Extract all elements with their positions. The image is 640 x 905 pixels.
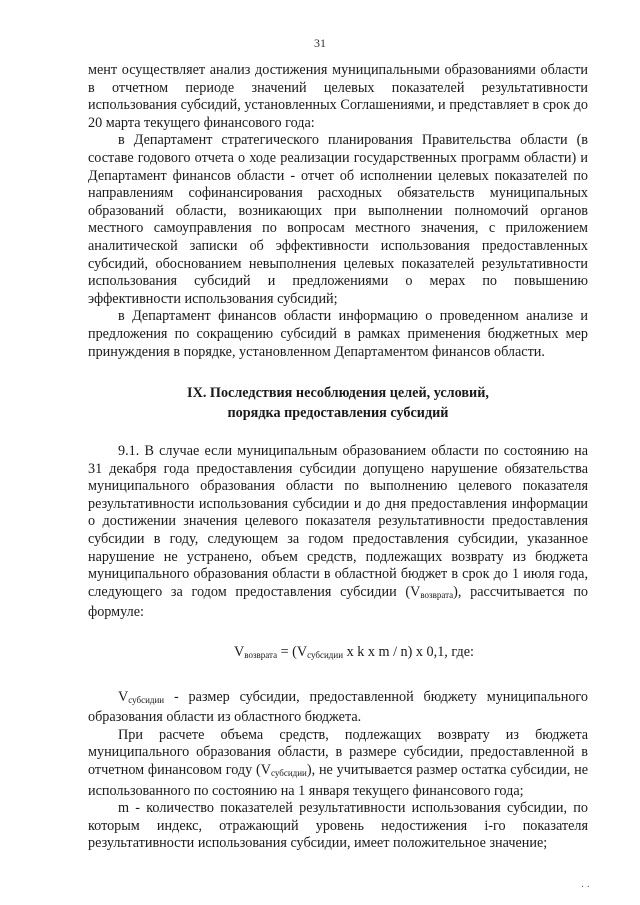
definition-calculation-text: При расчете объема средств, подлежащих возврату из бюджета муниципального образования области, в размере субсидии, предоставленной в отчетном финансовом году (V [88,726,588,778]
paragraph-monitoring: мент осуществляет анализ достижения муниципальными образованиями области в отчетном периоде значений целевых показателей результативности использования субсидий, установленных Соглашениями, и представляет в срок до 20 марта текущего финансового года: [88,62,588,131]
clause-9-1 [88,443,588,622]
clause-9-1-text: 9.1. В случае если муниципальным образованием области по состоянию на 31 декабря года предоставления субсидии допущено нарушение обязательства муниципального образования области по выполнению целевого показателя результативности использования субсидии и до дня предоставления информации о достижении значения целевого показателя результативности предоставления субсидии в году, следующем за годом предоставления субсидии, указанное нарушение не устранено, объем средств, подлежащих возврату из бюджета муниципального образования области в областной бюджет в срок до 1 июля года, следующего за годом предоставления субсидии (V [88,443,588,600]
formula [120,644,588,665]
section-heading-line1: IX. Последствия несоблюдения целей, условий, [187,385,489,402]
definition-v-sub: субсидии [128,694,165,705]
clause-9-1-tail: ), рассчитывается по формуле: [88,583,589,621]
formula-sub-return: возврата [244,650,278,661]
formula-v: V [234,644,245,661]
formula-sub-subsidy: субсидии [307,650,344,661]
formula-eq: = (V [277,644,308,661]
definition-calculation [88,727,588,800]
section-heading [88,383,588,423]
page-number: 31 [314,36,326,50]
definition-m: m - количество показателей результативности использования субсидии, по которым индекс, отражающий уровень недостижения i-го показателя результативности использования субсидии, имеет положительное значение; [88,800,588,852]
definition-v-subsidy [88,689,588,727]
paragraph-finance-dept: в Департамент финансов области информацию о проведенном анализе и предложения по сокращению субсидий в рамках применения бюджетных мер принуждения в порядке, установленном Департаментом финансов области. [88,308,588,360]
definition-v-text: - размер субсидии, предоставленной бюджету муниципального образования области из областного бюджета. [88,688,588,726]
definition-calculation-sub: субсидии [271,768,307,778]
section-heading-line2: порядка предоставления субсидий [227,405,449,422]
definition-calculation-tail: ), не учитывается размер остатка субсидии, не использованного по состоянию на 1 января текущего финансового года; [88,762,588,799]
formula-rest: x k x m / n) x 0,1, где: [343,644,474,661]
clause-9-1-subscript: возврата [420,589,454,600]
paragraph-strategic-dept: в Департамент стратегического планирования Правительства области (в составе годового отчета о ходе реализации государственных программ области) и Департамент финансов области - отчет об исполнении целевых показателей по направлениям софинансирования расходных обязательств муниципальных образований области, возникающих при выполнении полномочий органов местного самоуправления по вопросам местного значения, с приложением аналитической записки об эффективности использования предоставленных субсидий, обоснованием невыполнения целевых показателей результативности использования субсидий и предложениями о мерах по повышению эффективности использования субсидий; [88,132,588,307]
definition-v-var: V [118,688,129,705]
corner-mark: · · [580,882,590,893]
document-body [88,62,588,853]
